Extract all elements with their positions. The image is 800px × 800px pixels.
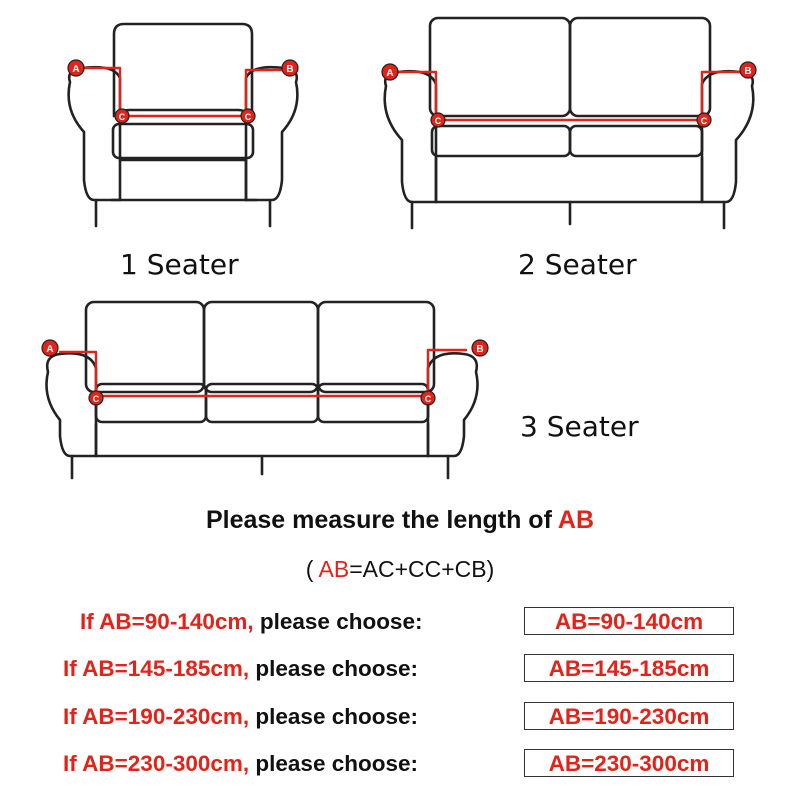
- marker-c1-3-seater: [89, 391, 103, 405]
- size-option-box[interactable]: AB=230-300cm: [524, 749, 734, 777]
- svg-text:B: B: [286, 64, 294, 75]
- size-option-box[interactable]: AB=190-230cm: [524, 702, 734, 730]
- choose-text: please choose:: [253, 609, 423, 634]
- choose-text: please choose:: [249, 751, 418, 776]
- marker-a-2-seater: [382, 64, 398, 80]
- heading-text: Please measure the length of: [205, 506, 558, 534]
- size-row-2: [63, 656, 418, 682]
- size-option-box[interactable]: AB=90-140cm: [524, 607, 734, 635]
- marker-b-3-seater: [472, 340, 488, 356]
- marker-a-1-seater: [68, 60, 84, 76]
- marker-a-3-seater: [42, 340, 58, 356]
- label-2-seater: 2 Seater: [518, 248, 637, 281]
- size-row-1: [80, 609, 422, 635]
- marker-c1-1-seater: [115, 109, 129, 123]
- svg-text:C: C: [434, 116, 442, 126]
- instruction-heading: [0, 506, 800, 535]
- marker-c2-1-seater: [241, 109, 255, 123]
- svg-text:C: C: [92, 394, 100, 404]
- svg-text:C: C: [700, 116, 708, 126]
- size-condition: If AB=230-300cm,: [63, 751, 250, 776]
- size-condition: If AB=190-230cm,: [63, 704, 250, 729]
- label-3-seater: 3 Seater: [520, 410, 639, 443]
- sofa-1-seater: [69, 24, 298, 226]
- marker-b-1-seater: [282, 60, 298, 76]
- heading-highlight: AB: [557, 506, 595, 534]
- size-condition: If AB=90-140cm,: [80, 609, 254, 634]
- svg-text:A: A: [72, 64, 80, 75]
- svg-text:B: B: [476, 344, 484, 355]
- size-option-box[interactable]: AB=145-185cm: [524, 654, 734, 682]
- label-1-seater: 1 Seater: [120, 248, 239, 281]
- svg-text:A: A: [46, 344, 54, 355]
- measurement-formula: [0, 556, 800, 583]
- sofa-3-seater: [47, 302, 478, 478]
- svg-text:C: C: [244, 112, 252, 122]
- formula-open: (: [305, 556, 319, 582]
- marker-c1-2-seater: [431, 113, 445, 127]
- svg-text:B: B: [744, 66, 752, 77]
- svg-text:C: C: [424, 394, 432, 404]
- size-row-4: [63, 751, 418, 777]
- size-row-3: [63, 704, 418, 730]
- svg-text:A: A: [386, 68, 394, 79]
- choose-text: please choose:: [249, 704, 418, 729]
- marker-b-2-seater: [740, 62, 756, 78]
- svg-text:C: C: [118, 112, 126, 122]
- marker-c2-3-seater: [421, 391, 435, 405]
- choose-text: please choose:: [249, 656, 418, 681]
- marker-c2-2-seater: [697, 113, 711, 127]
- formula-highlight: AB: [318, 556, 350, 582]
- formula-rest: =AC+CC+CB): [349, 556, 495, 582]
- size-condition: If AB=145-185cm,: [63, 656, 250, 681]
